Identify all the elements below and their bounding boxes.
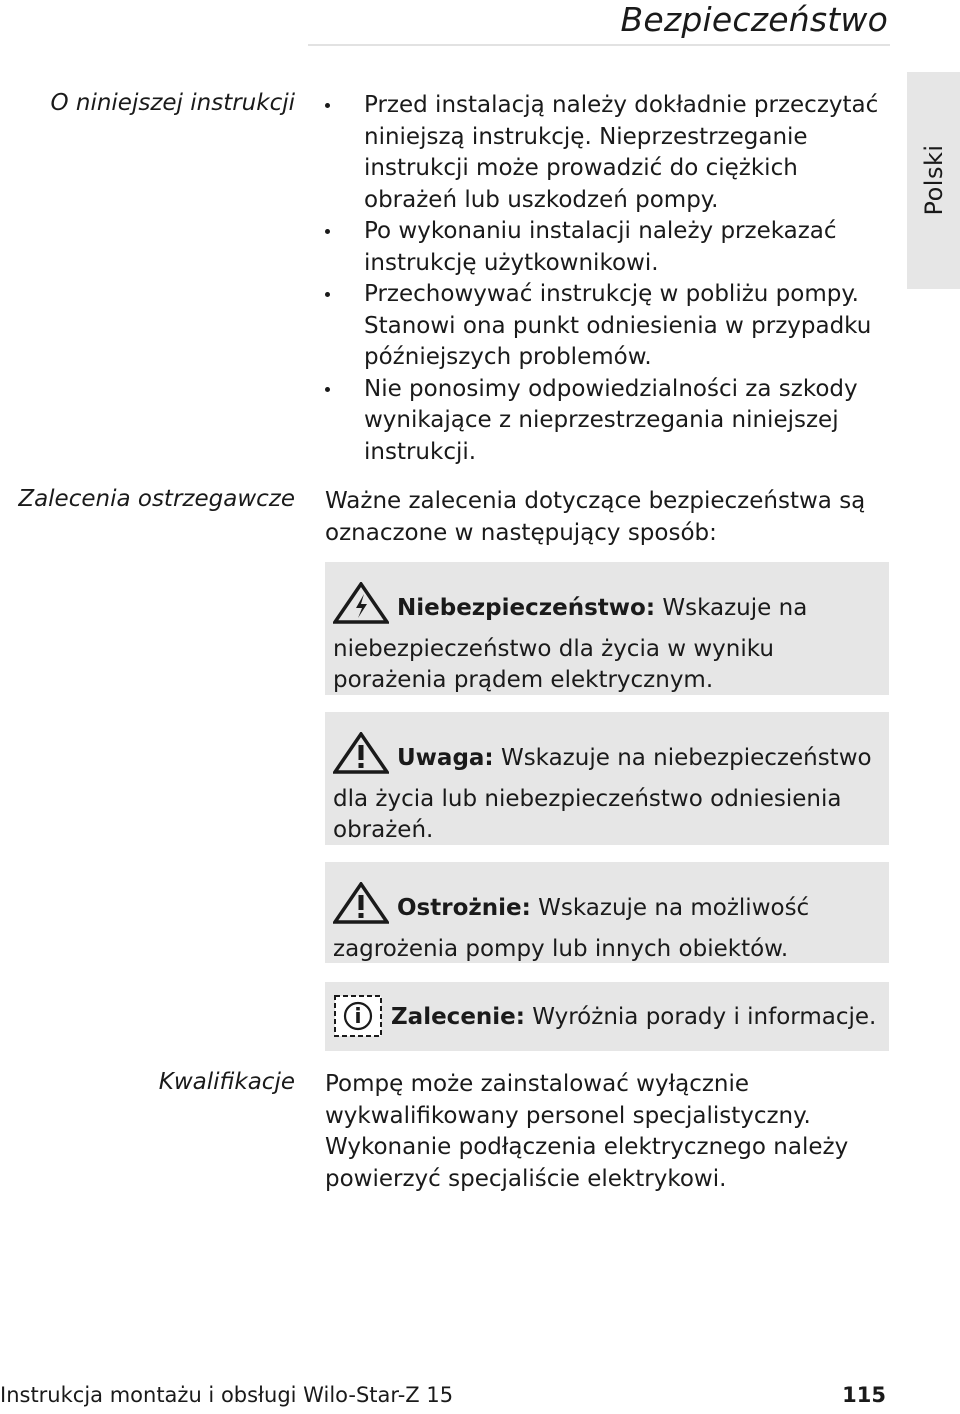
- notice-term: Niebezpieczeństwo:: [397, 595, 656, 621]
- notice-text: Wyróżnia porady i informacje.: [532, 1004, 877, 1030]
- notice-term: Zalecenie:: [391, 1004, 525, 1030]
- bullet-dot: [325, 229, 330, 234]
- electric-hazard-icon: [333, 582, 389, 634]
- notice-note: [325, 982, 889, 1051]
- about-bullet-list: [325, 90, 895, 468]
- list-item: Po wykonaniu instalacji należy przekazać instrukcję użytkownikowi.: [325, 216, 895, 279]
- warning-triangle-icon: [333, 882, 389, 934]
- notice-danger: [325, 562, 889, 695]
- language-tab-label: Polski: [919, 144, 948, 216]
- warning-triangle-icon: [333, 732, 389, 784]
- footer-document-title: Instrukcja montażu i obsługi Wilo-Star-Z 15: [0, 1383, 454, 1407]
- notice-text: Wskazuje na niebezpieczeństwo dla życia lub niebezpieczeństwo odniesienia obrażeń.: [333, 745, 872, 843]
- section-label-warnings: Zalecenia ostrzegawcze: [18, 486, 295, 512]
- notice-term: Uwaga:: [397, 745, 494, 771]
- qualification-text: Pompę może zainstalować wyłącznie wykwalifikowany personel specjalistyczny. Wykonanie podłączenia elektrycznego należy powierzyć specjaliście elektrykowi.: [325, 1071, 849, 1192]
- warnings-intro: Ważne zalecenia dotyczące bezpieczeństwa są oznaczone w następujący sposób:: [325, 488, 866, 546]
- bullet-dot: [325, 292, 330, 297]
- info-icon: [333, 994, 383, 1048]
- notice-caution: [325, 712, 889, 845]
- list-item: Nie ponosimy odpowiedzialności za szkody wynikające z nieprzestrzegania niniejszej instrukcji.: [325, 374, 895, 469]
- page-title: Bezpieczeństwo: [620, 0, 888, 39]
- list-item: Przechowywać instrukcję w pobliżu pompy. Stanowi ona punkt odniesienia w przypadku późniejszych problemów.: [325, 279, 895, 374]
- page-number: 115: [842, 1383, 886, 1407]
- language-tab: [907, 72, 960, 289]
- notice-attention: [325, 862, 889, 963]
- section-label-about: O niniejszej instrukcji: [50, 90, 295, 116]
- notice-term: Ostrożnie:: [397, 895, 531, 921]
- bullet-dot: [325, 387, 330, 392]
- list-item: Przed instalacją należy dokładnie przeczytać niniejszą instrukcję. Nieprzestrzeganie instrukcji może prowadzić do ciężkich obrażeń lub uszkodzeń pompy.: [325, 90, 895, 216]
- section-label-qualification: Kwalifikacje: [158, 1069, 295, 1095]
- header-rule: [308, 44, 890, 46]
- notice-text: Wskazuje na niebezpieczeństwo dla życia w wyniku porażenia prądem elektrycznym.: [333, 595, 808, 693]
- notice-text: Wskazuje na możliwość zagrożenia pompy lub innych obiektów.: [333, 895, 810, 962]
- bullet-dot: [325, 103, 330, 108]
